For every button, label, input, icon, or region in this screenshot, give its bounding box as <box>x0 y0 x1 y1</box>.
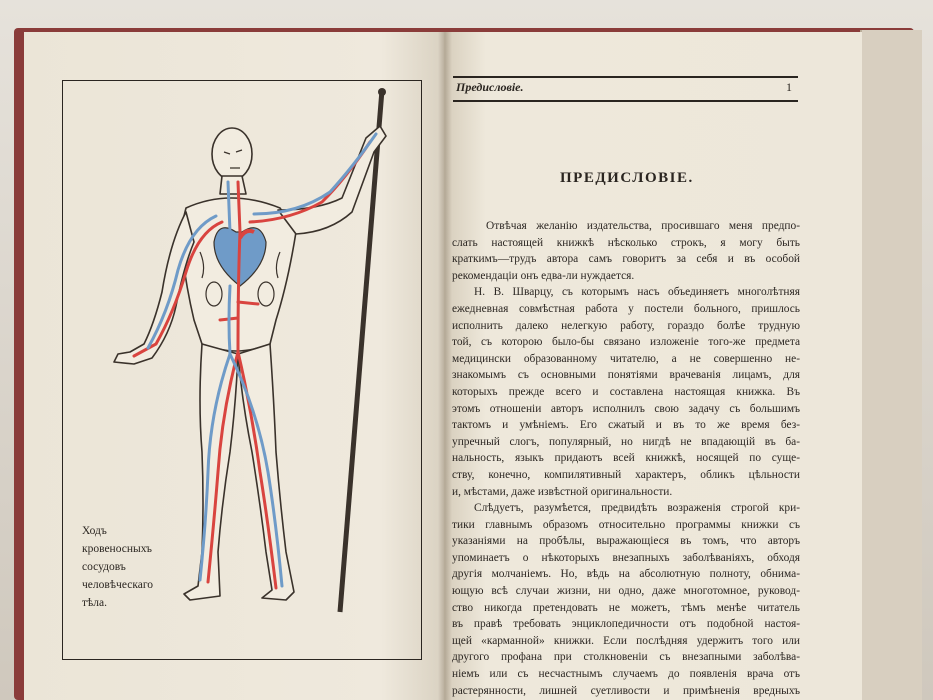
text-line: тики главнымъ образомъ относительно программы книжки съ <box>452 518 800 531</box>
text-line: Слѣдуетъ, разумѣется, предвидѣть возраженія строгой кри- <box>474 502 800 515</box>
text-line: рекомендаціи онъ едва-ли нуждается. <box>452 269 635 282</box>
text-line: исполнить далеко нелегкую работу, гораздо болѣе трудную <box>452 319 800 332</box>
text-line: въ правѣ требовать энциклопедичности отъ подобной настоя- <box>452 618 800 631</box>
text-line: медицински образованному читателю, а не совершенно не- <box>452 352 800 365</box>
running-head: Предисловіе. <box>456 80 524 94</box>
text-line: указаніями на пробѣлы, выражающіеся въ томъ, что авторъ <box>452 535 800 548</box>
text-line: другого профана при столкновеніи съ внезапными заболѣва- <box>452 651 800 664</box>
caption-line: Ходъ <box>82 525 107 537</box>
text-line: и, мѣстами, даже извѣстной оригинальности. <box>452 485 673 498</box>
text-line: которыхъ прежде всего и составлена настоящая книжка. Въ <box>452 385 800 398</box>
chapter-title: ПРЕДИСЛОВІЕ. <box>560 170 694 186</box>
text-line: ющую всѣ случаи жизни, ни одно, даже многотомное, руковод- <box>452 585 800 598</box>
text-line: нальность, языкъ придаютъ всей книжкѣ, носящей по суще- <box>452 452 800 465</box>
text-line: этомъ отношеніи авторъ исполнилъ свою задачу съ большимъ <box>452 402 800 415</box>
text-line: другія молчаніемъ. Но, вѣдь на абсолютную полноту, обнима- <box>452 568 800 581</box>
text-line: той, съ которою было-бы связано изложеніе того-же предмета <box>452 336 800 349</box>
text-line: ежедневная совмѣстная работа у постели больного, пришлось <box>452 302 800 315</box>
text-line: упоминаетъ о нѣкоторыхъ внезапныхъ заболѣваніяхъ, обходя <box>452 551 800 564</box>
caption-line: тѣла. <box>82 597 107 609</box>
text-line: тактомъ и умѣніемъ. Его сжатый и въ то же время без- <box>452 419 800 432</box>
text-line: знакомымъ съ основными понятіями врачеванія лицамъ, для <box>452 369 800 382</box>
text-line: ство никогда претендовать не можетъ, тѣмъ менѣе читатель <box>452 601 800 614</box>
text-line: Отвѣчая желанію издательства, просившаго меня предпо- <box>486 220 800 232</box>
text-line: слать настоящей книжкѣ нѣсколько строкъ, я могу быть <box>452 236 800 249</box>
text-line: ніемъ или съ несчастнымъ случаемъ до появленія врача отъ <box>452 668 800 681</box>
page-edges <box>860 30 922 700</box>
caption-line: кровеносныхъ <box>82 543 152 555</box>
text-line: растерянности, лишней суетливости и примѣненія вредныхъ <box>452 684 800 697</box>
text-line: упречный слогъ, популярный, но нигдѣ не впадающій въ ба- <box>452 435 800 448</box>
text-line: краткимъ—трудъ автора самъ говоритъ за себя и въ особой <box>452 253 800 266</box>
header-rule <box>453 76 798 78</box>
caption-line: сосудовъ <box>82 561 126 573</box>
page-number: 1 <box>786 80 792 94</box>
book-gutter <box>438 32 452 700</box>
caption-line: человѣческаго <box>82 579 154 591</box>
text-line: щей «карманной» книжки. Если послѣдняя удержитъ того или <box>452 634 800 647</box>
body-text <box>452 218 800 699</box>
illustration-caption <box>82 522 192 612</box>
text-line: ству, конечно, компилятивный характеръ, обликъ цѣльности <box>452 468 800 481</box>
header-rule <box>453 100 798 102</box>
text-line: Н. В. Шварцу, съ которымъ насъ объединяетъ многолѣтняя <box>474 286 800 299</box>
